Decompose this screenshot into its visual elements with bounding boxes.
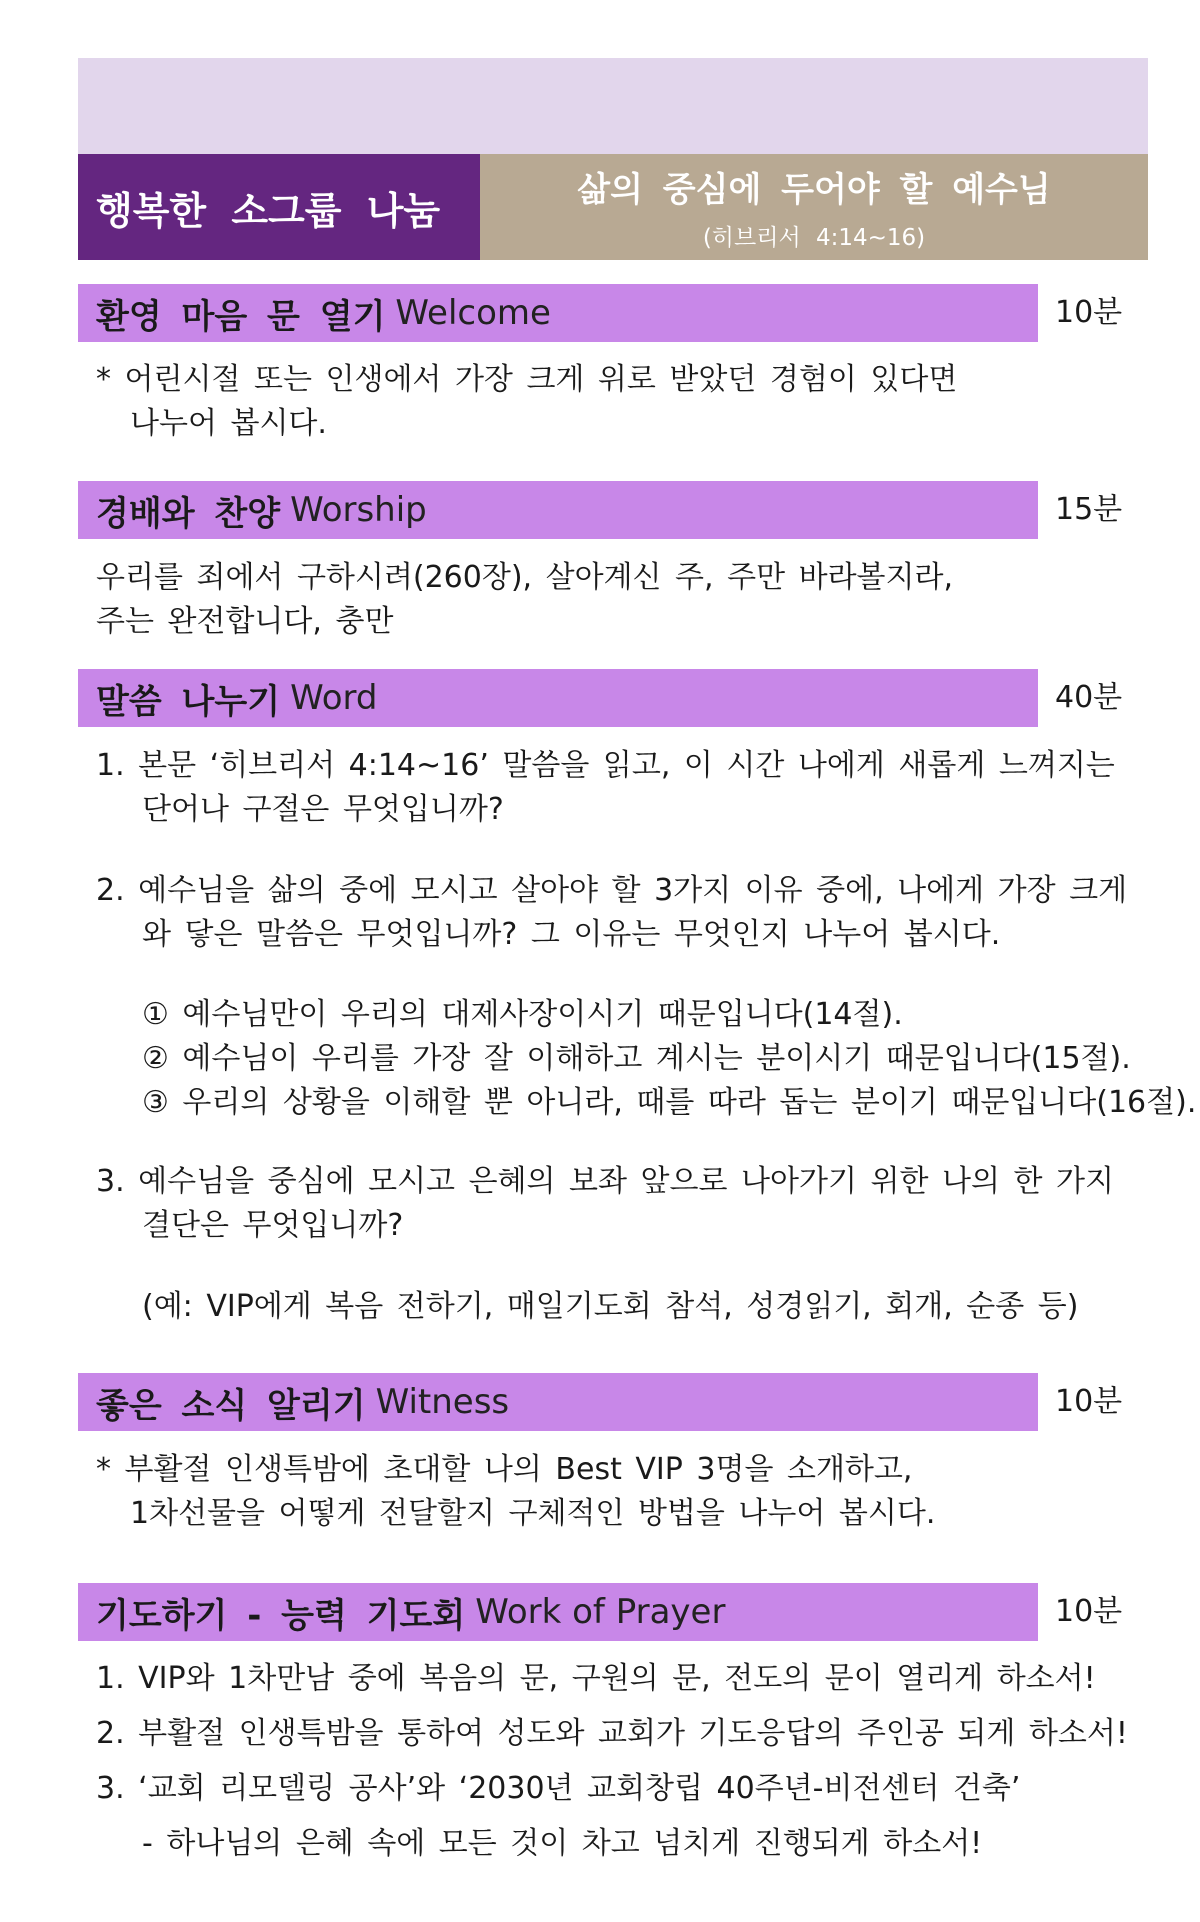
sermon-title: 삶의 중심에 두어야 할 예수님 [577, 170, 1051, 210]
section-title-en: Witness [375, 1382, 510, 1422]
section-header-worship [78, 481, 1038, 539]
section-title-en: Welcome [395, 293, 551, 333]
word-question-3-line-1: 3. 예수님을 중심에 모시고 은혜의 보좌 앞으로 나아가기 위한 나의 한 가지 [96, 1164, 1114, 1199]
witness-line-2: 1차선물을 어떻게 전달할지 구체적인 방법을 나누어 봅시다. [130, 1496, 936, 1531]
section-title-en: Worship [290, 490, 427, 530]
section-title-en: Word [290, 678, 378, 718]
section-header-prayer [78, 1583, 1038, 1641]
section-duration: 10분 [1055, 295, 1123, 330]
small-group-title [78, 154, 480, 260]
top-decorative-band [78, 58, 1148, 154]
section-header-witness [78, 1373, 1038, 1431]
word-reason-1: ① 예수님만이 우리의 대제사장이시기 때문입니다(14절). [142, 997, 903, 1032]
small-group-title-text: 행복한 소그룹 나눔 [96, 188, 441, 233]
welcome-line-1: * 어린시절 또는 인생에서 가장 크게 위로 받았던 경험이 있다면 [96, 362, 958, 397]
witness-line-1: * 부활절 인생특밤에 초대할 나의 Best VIP 3명을 소개하고, [96, 1452, 913, 1487]
prayer-item-3: 3. ‘교회 리모델링 공사’와 ‘2030년 교회창립 40주년-비전센터 건축’ [96, 1771, 1021, 1806]
section-duration: 40분 [1055, 680, 1123, 715]
welcome-line-2: 나누어 봅시다. [130, 406, 327, 441]
section-header-word [78, 669, 1038, 727]
section-title-kr: 말씀 나누기 [96, 681, 281, 722]
prayer-item-1: 1. VIP와 1차만남 중에 복음의 문, 구원의 문, 전도의 문이 열리게 하소서! [96, 1661, 1096, 1696]
section-duration: 10분 [1055, 1594, 1123, 1629]
worship-line-2: 주는 완전합니다, 충만 [96, 604, 394, 639]
word-reason-2: ② 예수님이 우리를 가장 잘 이해하고 계시는 분이시기 때문입니다(15절). [142, 1041, 1131, 1076]
word-example: (예: VIP에게 복음 전하기, 매일기도회 참석, 성경읽기, 회개, 순종 등) [142, 1289, 1079, 1324]
section-title-kr: 좋은 소식 알리기 [96, 1385, 366, 1426]
worship-line-1: 우리를 죄에서 구하시려(260장), 살아계신 주, 주만 바라볼지라, [96, 560, 954, 595]
section-title-en: Work of Prayer [475, 1592, 726, 1632]
prayer-item-2: 2. 부활절 인생특밤을 통하여 성도와 교회가 기도응답의 주인공 되게 하소서! [96, 1716, 1128, 1751]
word-question-1-line-2: 단어나 구절은 무엇입니까? [142, 792, 504, 827]
section-duration: 15분 [1055, 492, 1123, 527]
sermon-title-box [480, 154, 1148, 260]
word-question-2-line-2: 와 닿은 말씀은 무엇입니까? 그 이유는 무엇인지 나누어 봅시다. [142, 917, 1001, 952]
section-duration: 10분 [1055, 1384, 1123, 1419]
section-header-welcome [78, 284, 1038, 342]
word-question-2-line-1: 2. 예수님을 삶의 중에 모시고 살아야 할 3가지 이유 중에, 나에게 가장 크게 [96, 873, 1128, 908]
section-title-kr: 경배와 찬양 [96, 493, 281, 534]
section-title-kr: 환영 마음 문 열기 [96, 296, 386, 337]
sermon-scripture: (히브리서 4:14~16) [702, 225, 926, 251]
section-title-kr: 기도하기 - 능력 기도회 [96, 1595, 466, 1636]
prayer-item-3-sub: - 하나님의 은혜 속에 모든 것이 차고 넘치게 진행되게 하소서! [142, 1826, 983, 1861]
word-question-3-line-2: 결단은 무엇입니까? [142, 1208, 404, 1243]
word-reason-3: ③ 우리의 상황을 이해할 뿐 아니라, 때를 따라 돕는 분이기 때문입니다(16절). [142, 1085, 1197, 1120]
word-question-1-line-1: 1. 본문 ‘히브리서 4:14~16’ 말씀을 읽고, 이 시간 나에게 새롭게 느껴지는 [96, 748, 1115, 783]
